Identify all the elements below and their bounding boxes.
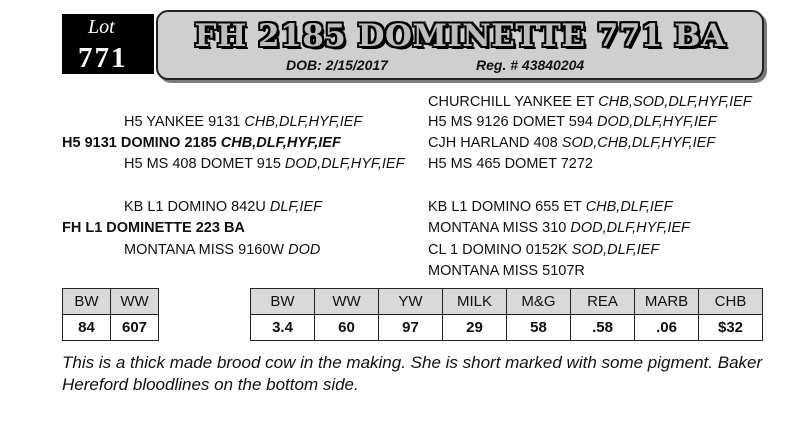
epd-header: YW (379, 289, 443, 315)
pedigree-dds: CL 1 DOMINO 0152K SOD,DLF,IEF (428, 242, 660, 258)
epd-value: .06 (635, 315, 699, 341)
weights-table (62, 288, 159, 341)
dob: DOB: 2/15/2017 (286, 57, 388, 73)
lot-number: 771 (78, 42, 128, 74)
registration-number: Reg. # 43840204 (476, 57, 585, 73)
epd-header-row (251, 289, 763, 315)
pedigree-dam-dam: MONTANA MISS 9160W DOD (124, 242, 321, 258)
pedigree-dam-sire: KB L1 DOMINO 842U DLF,IEF (124, 199, 322, 215)
epd-value: $32 (699, 315, 763, 341)
pedigree-dss: KB L1 DOMINO 655 ET CHB,DLF,IEF (428, 199, 673, 215)
epd-value: 29 (443, 315, 507, 341)
pedigree-ssd: H5 MS 9126 DOMET 594 DOD,DLF,HYF,IEF (428, 114, 717, 130)
pedigree-sds: CJH HARLAND 408 SOD,CHB,DLF,HYF,IEF (428, 135, 716, 151)
pedigree-sire-dam: H5 MS 408 DOMET 915 DOD,DLF,HYF,IEF (124, 156, 405, 172)
pedigree-sdd: H5 MS 465 DOMET 7272 (428, 156, 593, 172)
pedigree-sire: H5 9131 DOMINO 2185 CHB,DLF,HYF,IEF (62, 135, 341, 151)
epd-table (250, 288, 763, 341)
epd-value-row (251, 315, 763, 341)
epd-header: BW (251, 289, 315, 315)
epd-header: M&G (507, 289, 571, 315)
pedigree-sire-sire: H5 YANKEE 9131 CHB,DLF,HYF,IEF (124, 114, 363, 130)
weights-value: 84 (63, 315, 111, 341)
pedigree-dsd: MONTANA MISS 310 DOD,DLF,HYF,IEF (428, 220, 690, 236)
epd-value: 58 (507, 315, 571, 341)
epd-header: MARB (635, 289, 699, 315)
pedigree-dam: FH L1 DOMINETTE 223 BA (62, 220, 245, 236)
weights-header-row (63, 289, 159, 315)
lot-comment: This is a thick made brood cow in the making. She is short marked with some pigment. Baker Hereford bloodlines on the bottom side. (62, 353, 763, 394)
weights-header: WW (111, 289, 159, 315)
epd-header: REA (571, 289, 635, 315)
weights-value-row (63, 315, 159, 341)
epd-value: 60 (315, 315, 379, 341)
weights-value: 607 (111, 315, 159, 341)
title-banner (156, 10, 764, 80)
animal-name: FH 2185 DOMINETTE 771 BA (194, 18, 726, 54)
epd-value: 97 (379, 315, 443, 341)
epd-value: 3.4 (251, 315, 315, 341)
pedigree-ddd: MONTANA MISS 5107R (428, 263, 585, 279)
epd-header: WW (315, 289, 379, 315)
epd-value: .58 (571, 315, 635, 341)
epd-header: CHB (699, 289, 763, 315)
lot-label: Lot (88, 16, 115, 38)
pedigree-sss: CHURCHILL YANKEE ET CHB,SOD,DLF,HYF,IEF (428, 94, 752, 110)
weights-header: BW (63, 289, 111, 315)
lot-badge (62, 14, 154, 74)
epd-header: MILK (443, 289, 507, 315)
